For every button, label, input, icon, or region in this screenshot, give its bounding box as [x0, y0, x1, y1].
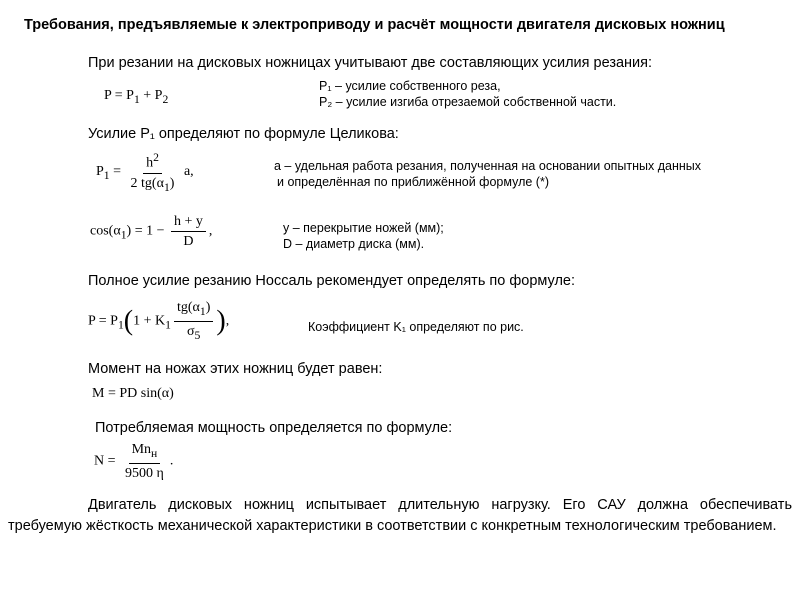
fraction [122, 441, 167, 482]
formula-sup: 2 [153, 151, 159, 164]
note-a-line2: и определённая по приближённой формуле (*) [277, 175, 549, 189]
note-p2: P₂ – усилие изгиба отрезаемой собственной части. [319, 95, 617, 109]
note-p-components [319, 78, 616, 110]
formula-sub: 5 [194, 328, 201, 342]
formula-power [94, 441, 173, 482]
note-y: y – перекрытие ножей (мм); [283, 221, 444, 235]
formula-text: P = P [104, 88, 134, 103]
paragraph-power: Потребляемая мощность определяется по формуле: [95, 420, 453, 436]
formula-sub: 1 [163, 180, 170, 194]
paragraph-moment: Момент на ножах этих ножниц будет равен: [88, 361, 383, 377]
formula-sub: 1 [120, 228, 127, 242]
note-y-d [283, 220, 444, 252]
formula-text: = 1 − [131, 223, 168, 239]
formula-sub: 1 [199, 304, 206, 318]
formula-text: P [96, 164, 104, 180]
formula-text: a, [180, 164, 194, 180]
formula-sub: 1 [165, 318, 171, 332]
fraction: $\frac{h^2}{2 tg(\alpha_1)}$ [130, 151, 175, 194]
formula-sub: 2 [162, 92, 169, 106]
formula-text: = [109, 164, 125, 180]
fraction: $\frac{tg(\alpha_1)}{\sigma_5}$ [174, 299, 213, 344]
formula-text: α [192, 300, 200, 315]
formula-total-force [104, 88, 168, 106]
paragraph-tselikov: Усилие P₁ определяют по формуле Целикова: [88, 126, 399, 142]
formula-text: D [183, 234, 194, 249]
formula-sub: 1 [133, 92, 140, 106]
note-a [274, 158, 701, 190]
formula-sub: 1 [117, 318, 124, 332]
formula-text: P = P [88, 313, 118, 329]
formula-text: . [169, 453, 174, 469]
formula-moment: M = PD sin(α) [92, 386, 174, 401]
formula-text: , [208, 223, 213, 239]
note-p1: P₁ – усилие собственного реза, [319, 79, 501, 93]
formula-text: α [113, 223, 121, 239]
note-d: D – диаметр диска (мм). [283, 237, 425, 251]
formula-sub: 1 [103, 169, 110, 183]
page-title: Требования, предъявляемые к электроприводу и расчёт мощности двигателя дисковых ножниц [24, 17, 725, 33]
formula-nossal: $P = P_1(1 + K_1$ $\frac{tg(\alpha_1)}{\sigma_5}$ ), [88, 300, 230, 342]
formula-text: tg [176, 300, 188, 315]
paragraph-two-components: При резании на дисковых ножницах учитывают две составляющих усилия резания: [88, 55, 653, 71]
formula-text: + P [139, 88, 163, 103]
formula-text: N = [94, 453, 120, 469]
note-a-line1: a – удельная работа резания, полученная на основании опытных данных [274, 159, 702, 173]
formula-text: , [225, 313, 230, 329]
formula-text: α [156, 175, 164, 191]
formula-text: h + y [171, 213, 206, 232]
fraction [171, 213, 206, 250]
formula-text: cos [90, 223, 109, 239]
formula-text: 1 + K [133, 313, 166, 329]
formula-cos-alpha: $\cos(\alpha_1) = 1$ − $\frac{h + y}{D}$ , [90, 214, 213, 249]
formula-sub: н [151, 446, 158, 460]
paragraph-nossal: Полное усилие резанию Носсаль рекомендует определять по формуле: [88, 273, 576, 289]
formula-text: Mn [131, 442, 152, 457]
formula-text: 2 tg [130, 175, 152, 191]
note-k1: Коэффициент K₁ определяют по рис. [308, 320, 524, 334]
formula-text: h [146, 155, 154, 171]
formula-text: 9500 η [125, 465, 164, 481]
formula-text: σ [186, 323, 195, 339]
formula-tselikov [96, 149, 194, 195]
paragraph-conclusion: Двигатель дисковых ножниц испытывает длительную нагрузку. Его САУ должна обеспечивать требуемую жёсткость механической характеристики в соответствии с конкретным технологическим требованием. [8, 497, 792, 534]
